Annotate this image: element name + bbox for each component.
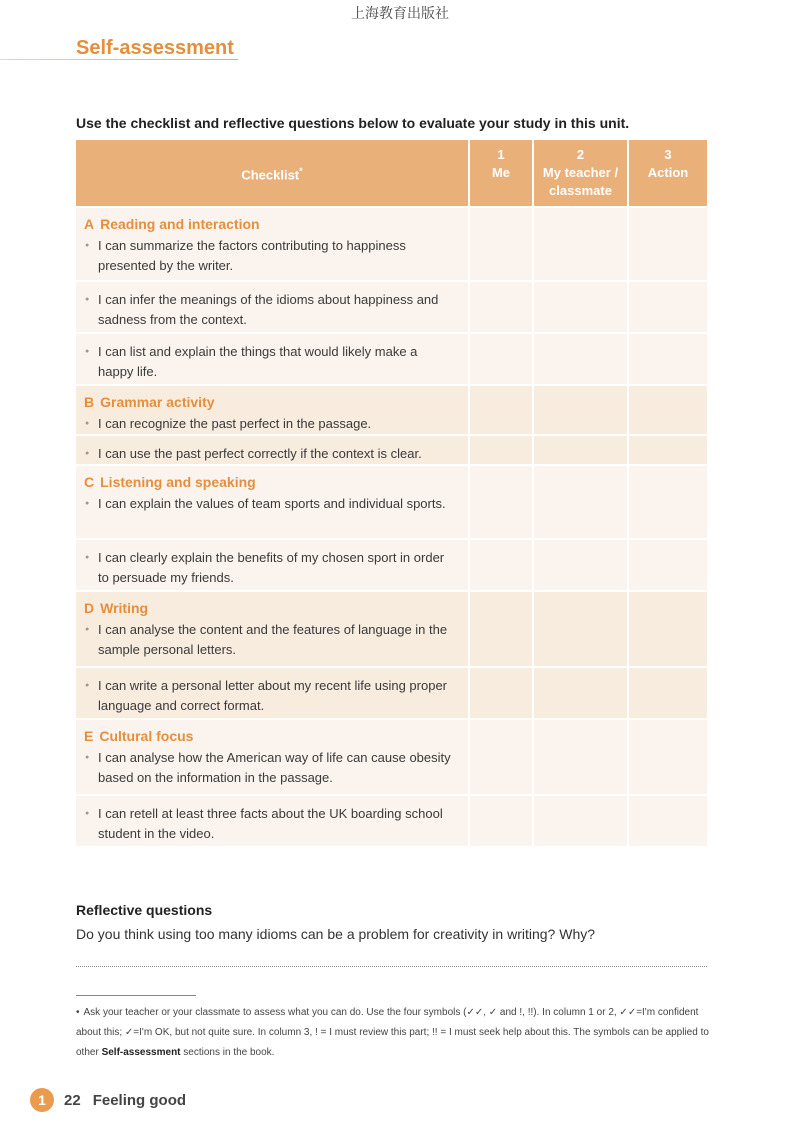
me-cell[interactable] bbox=[469, 465, 533, 539]
me-cell[interactable] bbox=[469, 795, 533, 847]
instruction-text: Use the checklist and reflective questions below to evaluate your study in this unit. bbox=[76, 115, 630, 131]
table-row bbox=[76, 281, 707, 333]
table-row bbox=[76, 719, 707, 795]
section-heading bbox=[76, 386, 468, 412]
checklist-item bbox=[76, 746, 468, 788]
footnote-bold: Self-assessment bbox=[101, 1047, 181, 1058]
teacher-cell[interactable] bbox=[533, 385, 628, 435]
section-title: Grammar activity bbox=[100, 394, 215, 410]
table-row bbox=[76, 795, 707, 847]
me-cell[interactable] bbox=[469, 591, 533, 667]
me-cell[interactable] bbox=[469, 333, 533, 385]
section-letter: A bbox=[84, 216, 95, 232]
unit-title: Feeling good bbox=[92, 1091, 187, 1109]
teacher-cell[interactable] bbox=[533, 435, 628, 465]
footnote-text-end: sections in the book. bbox=[180, 1047, 275, 1058]
section-heading bbox=[76, 466, 468, 492]
col-header-action bbox=[628, 140, 707, 207]
checklist-item-text: I can explain the values of team sports and individual sports. bbox=[98, 496, 446, 511]
me-cell[interactable] bbox=[469, 207, 533, 281]
action-cell[interactable] bbox=[628, 333, 707, 385]
reflective-question: Do you think using too many idioms can be a problem for creativity in writing? Why? bbox=[76, 926, 596, 942]
col-label-teacher: My teacher / classmate bbox=[542, 165, 619, 198]
action-cell[interactable] bbox=[628, 591, 707, 667]
bullet-icon: ● bbox=[85, 810, 90, 817]
bullet-icon: ● bbox=[85, 500, 90, 507]
section-letter: D bbox=[84, 600, 95, 616]
action-cell[interactable] bbox=[628, 539, 707, 591]
col-label-action: Action bbox=[647, 165, 689, 180]
bullet-icon: ● bbox=[85, 242, 90, 249]
me-cell[interactable] bbox=[469, 281, 533, 333]
section-letter: C bbox=[84, 474, 95, 490]
checklist-item-text: I can infer the meanings of the idioms about happiness and sadness from the context. bbox=[98, 292, 439, 327]
col-number: 3 bbox=[664, 147, 672, 162]
bullet-icon: ● bbox=[85, 554, 90, 561]
table-row bbox=[76, 385, 707, 435]
bullet-icon: ● bbox=[85, 296, 90, 303]
teacher-cell[interactable] bbox=[533, 667, 628, 719]
reflective-heading: Reflective questions bbox=[76, 902, 213, 918]
section-letter: B bbox=[84, 394, 95, 410]
teacher-cell[interactable] bbox=[533, 465, 628, 539]
checklist-item-cell bbox=[76, 385, 469, 435]
action-cell[interactable] bbox=[628, 465, 707, 539]
section-title: Cultural focus bbox=[99, 728, 194, 744]
checklist-item-text: I can clearly explain the benefits of my chosen sport in order to persuade my friends. bbox=[98, 550, 445, 585]
footnote bbox=[76, 1003, 716, 1063]
footnote-text: Ask your teacher or your classmate to assess what you can do. Use the four symbols (✓✓, ✓ and !, !!). In column 1 or 2, ✓✓=I'm confident about this; ✓=I'm OK, but not quite sure. In column 3, ! = I must review this part; !! = I must seek help about this. The symbols can be applied to other bbox=[76, 1007, 709, 1058]
action-cell[interactable] bbox=[628, 795, 707, 847]
section-letter: E bbox=[84, 728, 94, 744]
bullet-icon: ● bbox=[85, 754, 90, 761]
action-cell[interactable] bbox=[628, 385, 707, 435]
page-title: Self-assessment bbox=[76, 37, 234, 59]
table-row bbox=[76, 667, 707, 719]
col-label-me: Me bbox=[491, 165, 511, 180]
checklist-item bbox=[76, 618, 468, 660]
me-cell[interactable] bbox=[469, 539, 533, 591]
checklist-item-cell bbox=[76, 333, 469, 385]
checklist-item-text: I can write a personal letter about my recent life using proper language and correct format. bbox=[98, 678, 448, 713]
checklist-item bbox=[76, 412, 468, 434]
col-header-me bbox=[469, 140, 533, 207]
checklist-table bbox=[76, 140, 707, 848]
action-cell[interactable] bbox=[628, 207, 707, 281]
footnote-bullet: • bbox=[76, 1007, 80, 1018]
checklist-item-cell bbox=[76, 795, 469, 847]
title-underline bbox=[0, 59, 238, 60]
col-number: 2 bbox=[576, 147, 585, 162]
action-cell[interactable] bbox=[628, 719, 707, 795]
table-row bbox=[76, 591, 707, 667]
col-header-teacher bbox=[533, 140, 628, 207]
section-heading bbox=[76, 592, 468, 618]
checklist-item bbox=[76, 796, 468, 844]
bullet-icon: ● bbox=[85, 450, 90, 457]
section-title: Listening and speaking bbox=[100, 474, 256, 490]
checklist-item-text: I can list and explain the things that would likely make a happy life. bbox=[98, 344, 418, 379]
bullet-icon: ● bbox=[85, 626, 90, 633]
bullet-icon: ● bbox=[85, 682, 90, 689]
page-number: 22 bbox=[64, 1091, 81, 1109]
checklist-item-cell bbox=[76, 465, 469, 539]
checklist-item bbox=[76, 436, 468, 464]
teacher-cell[interactable] bbox=[533, 333, 628, 385]
checklist-item-cell bbox=[76, 667, 469, 719]
table-row bbox=[76, 435, 707, 465]
bullet-icon: ● bbox=[85, 420, 90, 427]
table-row bbox=[76, 207, 707, 281]
checklist-item bbox=[76, 492, 468, 514]
teacher-cell[interactable] bbox=[533, 539, 628, 591]
col-header-checklist bbox=[76, 140, 469, 207]
teacher-cell[interactable] bbox=[533, 719, 628, 795]
action-cell[interactable] bbox=[628, 435, 707, 465]
section-title: Reading and interaction bbox=[100, 216, 260, 232]
teacher-cell[interactable] bbox=[533, 281, 628, 333]
checklist-item-cell bbox=[76, 207, 469, 281]
checklist-item bbox=[76, 282, 468, 330]
bullet-icon: ● bbox=[85, 348, 90, 355]
checklist-item-cell bbox=[76, 719, 469, 795]
action-cell[interactable] bbox=[628, 281, 707, 333]
teacher-cell[interactable] bbox=[533, 795, 628, 847]
checklist-body bbox=[76, 207, 707, 847]
section-heading bbox=[76, 720, 468, 746]
checklist-item-text: I can analyse the content and the features of language in the sample personal letters. bbox=[98, 622, 448, 657]
me-cell[interactable] bbox=[469, 385, 533, 435]
action-cell[interactable] bbox=[628, 667, 707, 719]
answer-line[interactable] bbox=[76, 966, 707, 967]
checklist-item-text: I can analyse how the American way of life can cause obesity based on the information in the passage. bbox=[98, 750, 451, 785]
table-row bbox=[76, 333, 707, 385]
footnote-divider bbox=[76, 995, 196, 996]
checklist-item-cell bbox=[76, 435, 469, 465]
page-footer bbox=[30, 1087, 186, 1113]
publisher-header: 上海教育出版社 bbox=[351, 6, 449, 22]
checklist-item bbox=[76, 234, 468, 276]
col-label-checklist: Checklist bbox=[241, 167, 300, 183]
checklist-item-cell bbox=[76, 591, 469, 667]
table-row bbox=[76, 465, 707, 539]
footnote-marker: * bbox=[299, 165, 303, 176]
me-cell[interactable] bbox=[469, 435, 533, 465]
unit-number-badge: 1 bbox=[30, 1088, 54, 1112]
me-cell[interactable] bbox=[469, 667, 533, 719]
section-title: Writing bbox=[100, 600, 149, 616]
checklist-item bbox=[76, 540, 468, 588]
checklist-item-text: I can summarize the factors contributing to happiness presented by the writer. bbox=[98, 238, 406, 273]
checklist-item-text: I can use the past perfect correctly if the context is clear. bbox=[98, 446, 422, 461]
checklist-item-cell bbox=[76, 539, 469, 591]
checklist-item-text: I can recognize the past perfect in the passage. bbox=[98, 416, 372, 431]
checklist-item bbox=[76, 334, 468, 382]
checklist-item bbox=[76, 668, 468, 716]
col-number: 1 bbox=[497, 147, 505, 162]
table-header-row bbox=[76, 140, 707, 207]
section-heading bbox=[76, 208, 468, 234]
table-row bbox=[76, 539, 707, 591]
teacher-cell[interactable] bbox=[533, 207, 628, 281]
checklist-item-text: I can retell at least three facts about the UK boarding school student in the video. bbox=[98, 806, 443, 841]
checklist-item-cell bbox=[76, 281, 469, 333]
me-cell[interactable] bbox=[469, 719, 533, 795]
teacher-cell[interactable] bbox=[533, 591, 628, 667]
